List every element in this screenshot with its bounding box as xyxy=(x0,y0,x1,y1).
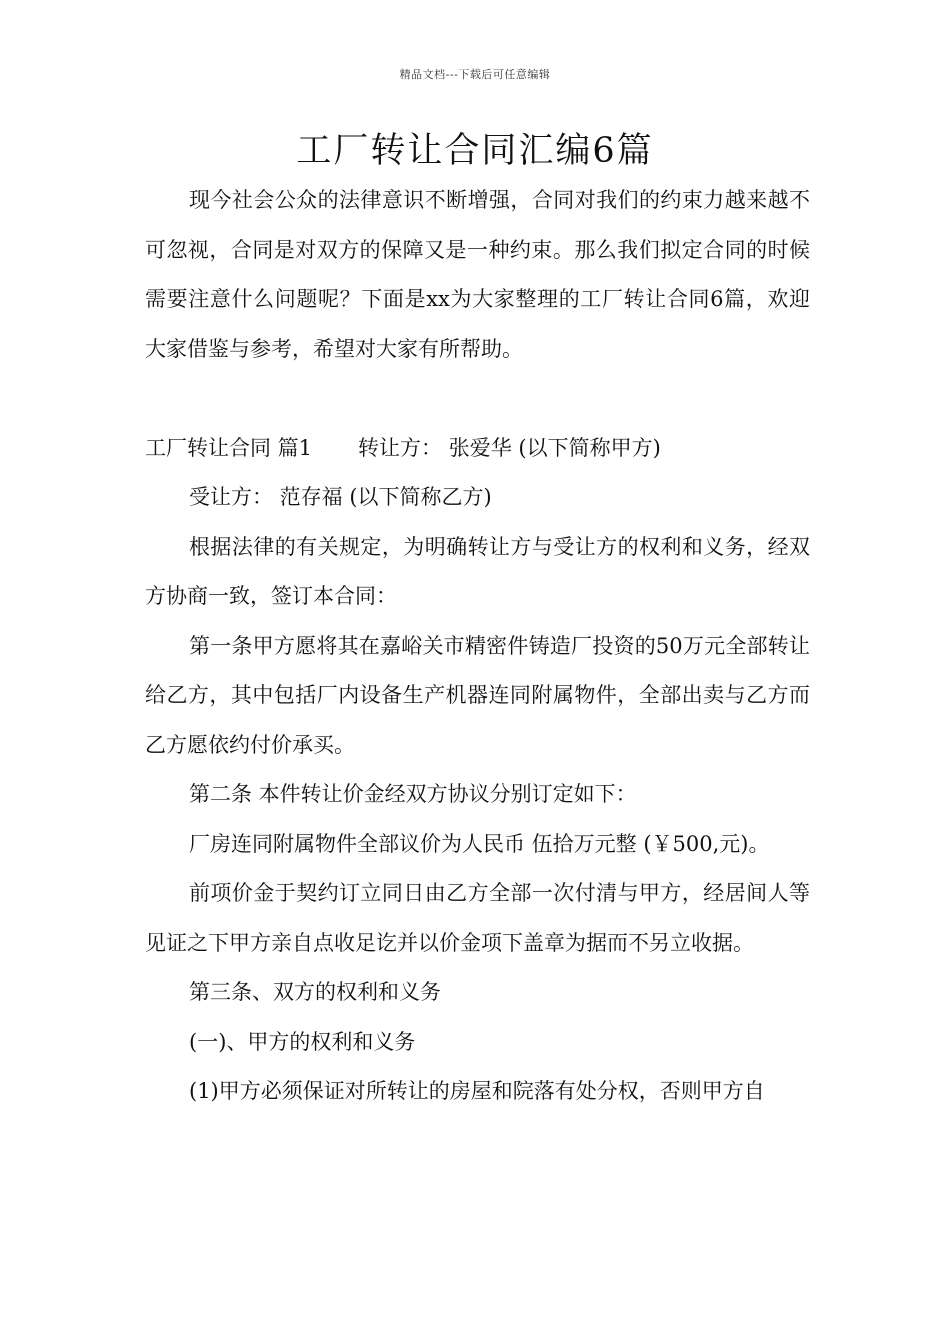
paragraph-gap xyxy=(145,374,810,424)
article-1-paragraph: 第一条甲方愿将其在嘉峪关市精密件铸造厂投资的50万元全部转让给乙方，其中包括厂内设备生产机器连同附属物件，全部出卖与乙方而乙方愿依约付价承买。 xyxy=(145,633,810,757)
party-a-item-1: (1)甲方必须保证对所转让的房屋和院落有处分权，否则甲方自 xyxy=(189,1079,765,1103)
article-3-heading: 第三条、双方的权利和义务 xyxy=(189,980,441,1004)
header-note: 精品文档---下载后可任意编辑 xyxy=(399,68,551,81)
preamble-paragraph: 根据法律的有关规定，为明确转让方与受让方的权利和义务，经双方协商一致，签订本合同： xyxy=(145,534,810,608)
section-heading: 工厂转让合同 篇1 xyxy=(145,435,313,460)
document-body xyxy=(145,176,810,1117)
intro-paragraph: 现今社会公众的法律意识不断增强，合同对我们的约束力越来越不可忽视，合同是对双方的保障又是一种约束。那么我们拟定合同的时候需要注意什么问题呢？下面是xx为大家整理的工厂转让合同6篇，欢迎大家借鉴与参考，希望对大家有所帮助。 xyxy=(145,188,810,361)
price-paragraph: 厂房连同附属物件全部议价为人民币 伍拾万元整 (￥500,元)。 xyxy=(189,831,770,856)
transferee-line: 受让方： 范存福 (以下简称乙方) xyxy=(189,485,492,509)
payment-paragraph: 前项价金于契约订立同日由乙方全部一次付清与甲方，经居间人等见证之下甲方亲自点收足讫并以价金项下盖章为据而不另立收据。 xyxy=(145,881,810,955)
article-2-paragraph: 第二条 本件转让价金经双方协议分别订定如下： xyxy=(189,782,637,806)
transferor-line: 转让方： 张爱华 (以下简称甲方) xyxy=(358,435,661,460)
party-a-rights-heading: (一)、甲方的权利和义务 xyxy=(189,1029,416,1054)
document-title: 工厂转让合同汇编6篇 xyxy=(296,131,654,171)
section-heading-line xyxy=(145,424,810,474)
